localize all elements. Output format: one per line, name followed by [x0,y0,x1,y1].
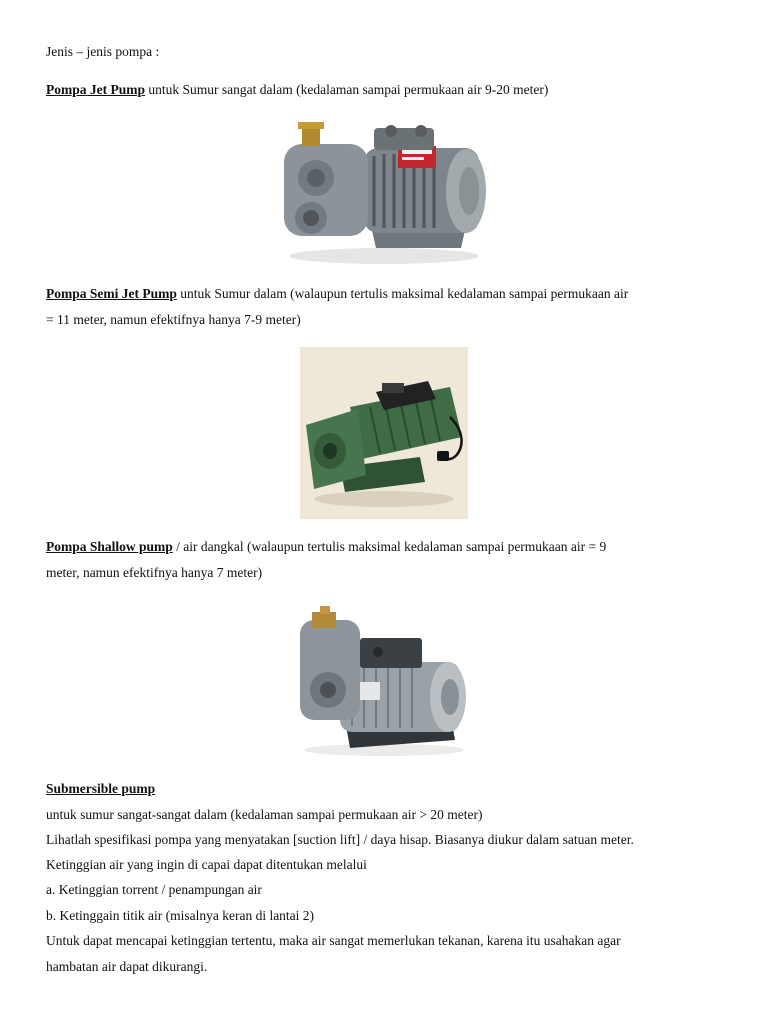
jet-pump-description: untuk Sumur sangat dalam (kedalaman sampai permukaan air 9-20 meter) [145,82,549,97]
submersible-line-4: a. Ketinggian torrent / penampungan air [46,882,262,897]
submersible-line-2: Lihatlah spesifikasi pompa yang menyatakan [suction lift] / daya hisap. Biasanya diukur dalam satuan meter. [46,832,634,847]
submersible-pump-heading [46,780,155,798]
intro-text: Jenis – jenis pompa : [46,44,160,59]
submersible-line-7: hambatan air dapat dikurangi. [46,959,208,974]
submersible-line-5: b. Ketinggain titik air (misalnya keran di lantai 2) [46,908,315,923]
submersible-pump-heading-text: Submersible pump [46,781,156,796]
submersible-line-6: Untuk dapat mencapai ketinggian tertentu, maka air sangat memerlukan tekanan, karena itu usahakan agar [46,933,621,948]
jet-pump-paragraph [46,81,548,99]
semi-jet-pump-paragraph [46,285,628,303]
shallow-pump-description-2: meter, namun efektifnya hanya 7 meter) [46,565,263,580]
semi-jet-pump-image [300,347,468,519]
shallow-pump-heading: Pompa Shallow pump [46,539,173,554]
submersible-line-1: untuk sumur sangat-sangat dalam (kedalaman sampai permukaan air > 20 meter) [46,807,483,822]
semi-jet-pump-heading: Pompa Semi Jet Pump [46,286,177,301]
shallow-pump-description: / air dangkal (walaupun tertulis maksimal kedalaman sampai permukaan air = 9 [172,539,607,554]
submersible-line-3: Ketinggian air yang ingin di capai dapat ditentukan melalui [46,857,367,872]
shallow-pump-paragraph [46,538,606,556]
jet-pump-heading: Pompa Jet Pump [46,82,145,97]
semi-jet-pump-description: untuk Sumur dalam (walaupun tertulis maksimal kedalaman sampai permukaan air [176,286,629,301]
semi-jet-pump-description-2: = 11 meter, namun efektifnya hanya 7-9 meter) [46,312,301,327]
shallow-pump-image [290,600,478,760]
jet-pump-image [276,116,492,266]
